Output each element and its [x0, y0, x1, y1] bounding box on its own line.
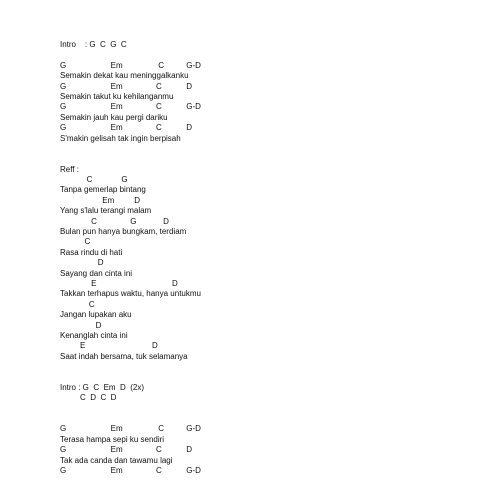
- chord-line: C: [60, 299, 95, 309]
- blank-line: [60, 373, 480, 383]
- reff-heading: Reff :: [60, 164, 79, 174]
- chord-line: C G D: [60, 216, 169, 226]
- blank-line: [60, 154, 480, 164]
- lyric-line: Rasa rindu di hati: [60, 247, 123, 257]
- chord-line: Em D: [60, 195, 141, 205]
- chord-line: C: [60, 237, 91, 247]
- blank-line: [60, 144, 480, 154]
- blank-line: [60, 414, 480, 424]
- chord-line: G Em C D: [60, 81, 193, 91]
- blank-line: [60, 404, 480, 414]
- intro-chords-line: C D C D: [60, 393, 117, 403]
- intro-chords-line: Intro : G C G C: [60, 40, 127, 49]
- chord-line: E D: [60, 278, 178, 288]
- lyrics-chord-sheet: [60, 40, 480, 476]
- chord-line: G Em C G-D: [60, 102, 201, 112]
- chord-line: D: [60, 320, 102, 330]
- lyric-line: Jangan lupakan aku: [60, 310, 132, 320]
- lyric-line: Terasa hampa sepi ku sendiri: [60, 434, 165, 444]
- blank-line: [60, 362, 480, 372]
- chord-line: G Em C G-D: [60, 424, 201, 434]
- chord-line: C G: [60, 175, 128, 185]
- lyric-line: Tak ada canda dan tawamu lagi: [60, 455, 173, 465]
- lyric-line: Bulan pun hanya bungkam, terdiam: [60, 227, 187, 237]
- lyric-line: Yang s'lalu terangi malam: [60, 206, 152, 216]
- lyric-line: Saat indah bersama, tuk selamanya: [60, 351, 188, 361]
- chord-line: G Em C G-D: [60, 60, 201, 70]
- lyric-line: S'makin gelisah tak ingin berpisah: [60, 133, 181, 143]
- blank-line: [60, 50, 480, 60]
- chord-line: D: [60, 258, 104, 268]
- lyric-line: Sayang dan cinta ini: [60, 268, 133, 278]
- lyric-line: Semakin jauh kau pergi dariku: [60, 112, 168, 122]
- chord-line: E D: [60, 341, 158, 351]
- chord-line: G Em C D: [60, 445, 193, 455]
- lyric-line: Takkan terhapus waktu, hanya untukmu: [60, 289, 201, 299]
- intro-chords-line: Intro : G C Em D (2x): [60, 382, 145, 392]
- lyric-line: Tanpa gemerlap bintang: [60, 185, 146, 195]
- lyric-line: Kenanglah cinta ini: [60, 330, 128, 340]
- lyric-line: Semakin takut ku kehilanganmu: [60, 91, 174, 101]
- chord-line: G Em C G-D: [60, 466, 201, 476]
- chord-line: G Em C D: [60, 123, 193, 133]
- lyric-line: Semakin dekat kau meninggalkanku: [60, 71, 189, 81]
